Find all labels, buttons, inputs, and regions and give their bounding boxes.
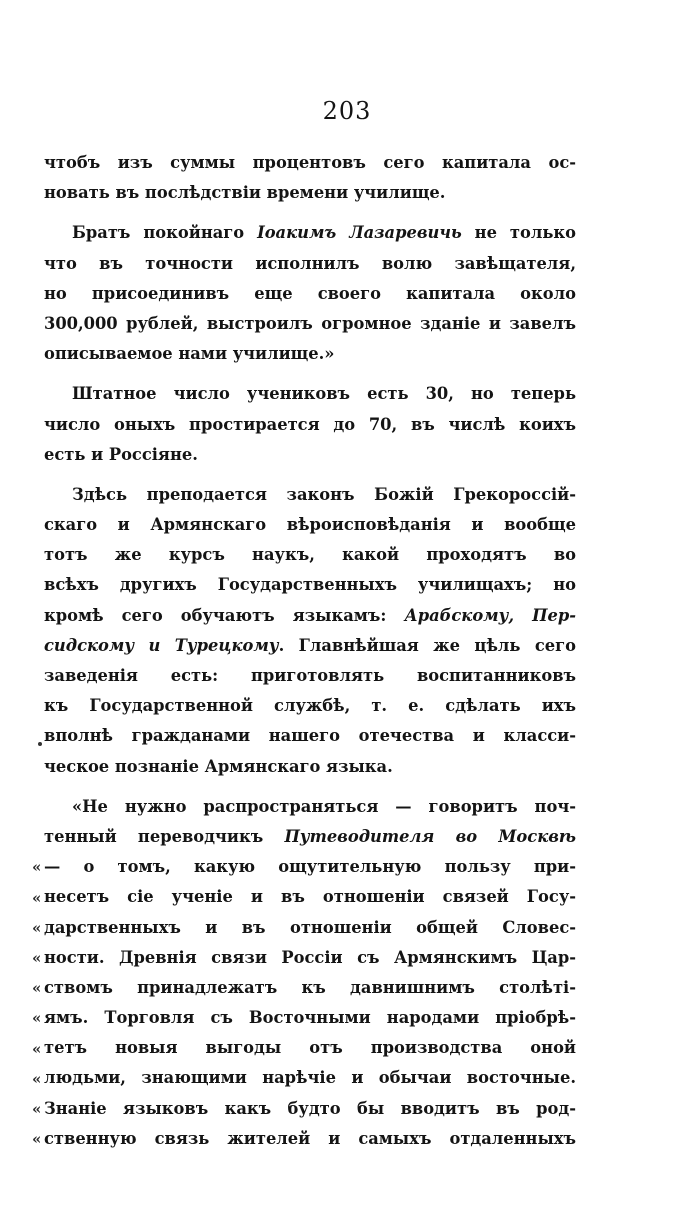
paragraph-p1 — [44, 148, 576, 208]
paragraph-gap — [44, 369, 576, 379]
text-line — [44, 1063, 576, 1093]
text-line — [44, 792, 576, 822]
text-segment: ственную связь жителей и самыхъ отдаленныхъ — [44, 1128, 576, 1148]
text-segment: тетъ новыя выгоды отъ производства оной — [44, 1038, 576, 1058]
text-segment: новать въ послѣдствіи времени училище. — [44, 183, 446, 203]
text-line — [44, 249, 576, 279]
text-line — [44, 1033, 576, 1063]
text-segment: Братъ покойнаго — [72, 223, 258, 243]
text-segment: — о томъ, какую ощутительную пользу при- — [44, 857, 576, 877]
text-line — [44, 510, 576, 540]
text-segment: чтобъ изъ суммы процентовъ сего капитала ос- — [44, 153, 576, 172]
text-line — [44, 1094, 576, 1124]
text-segment: къ Государственной службѣ, т. е. сдѣлать ихъ — [44, 696, 576, 716]
text-segment: Знаніе языковъ какъ будто бы вводитъ въ род- — [44, 1098, 576, 1118]
text-segment: описываемое нами училище.» — [44, 344, 335, 364]
page-number: 203 — [322, 97, 372, 125]
margin-quote-mark: « — [32, 949, 42, 967]
margin-quote-mark: « — [32, 1100, 42, 1118]
text-segment: ямъ. Торговля съ Восточными народами пріобрѣ- — [44, 1008, 576, 1028]
margin-quote-mark: « — [32, 979, 42, 998]
text-line — [44, 309, 576, 339]
text-line — [44, 379, 576, 409]
text-segment: людьми, знающими нарѣчіе и обычаи восточные. — [44, 1068, 576, 1088]
text-line — [44, 480, 576, 510]
paragraph-p4 — [44, 480, 576, 782]
text-segment: Арабскому, Пер- — [404, 605, 576, 625]
margin-quote-mark: « — [32, 888, 42, 907]
margin-quote-mark: « — [32, 918, 42, 937]
text-line — [44, 631, 576, 661]
text-segment: вполнѣ гражданами нашего отечества и класси- — [44, 726, 576, 746]
text-segment: есть и Россіяне. — [44, 444, 198, 464]
text-line — [44, 882, 576, 912]
text-segment: кромѣ сего обучаютъ языкамъ: — [44, 605, 405, 625]
text-segment: дарственныхъ и въ отношеніи общей Словес- — [44, 917, 576, 937]
text-segment: всѣхъ другихъ Государственныхъ училищахъ; но — [44, 575, 576, 595]
print-speck — [38, 742, 42, 746]
text-segment: ности. Древнія связи Россіи съ Армянскимъ Цар- — [44, 947, 576, 967]
text-line — [44, 570, 576, 600]
text-line — [44, 721, 576, 751]
margin-quote-mark: « — [32, 1039, 42, 1058]
text-line — [44, 1003, 576, 1033]
text-segment: несетъ сіе ученіе и въ отношеніи связей Госу- — [44, 887, 576, 907]
text-segment: не только — [461, 223, 576, 243]
text-segment: но присоединивъ еще своего капитала около — [44, 283, 576, 303]
text-line — [44, 1124, 576, 1154]
text-segment: тенный переводчикъ — [44, 826, 285, 846]
text-line — [44, 913, 576, 943]
paragraph-gap — [44, 470, 576, 480]
text-segment: «Не нужно распространяться — говоритъ поч- — [72, 796, 576, 816]
paragraph-p5 — [44, 792, 576, 1154]
text-segment: Здѣсь преподается законъ Божій Грекороссій- — [72, 484, 576, 504]
text-segment: Штатное число учениковъ есть 30, но теперь — [72, 384, 576, 404]
text-line — [44, 943, 576, 973]
text-segment: тотъ же курсъ наукъ, какой проходятъ во — [44, 545, 576, 565]
text-segment: сидскому и Турецкому — [44, 635, 279, 655]
text-line — [44, 279, 576, 309]
text-segment: что въ точности исполнилъ волю завѣщателя, — [44, 253, 576, 273]
text-line — [44, 601, 576, 631]
text-segment: скаго и Армянскаго вѣроисповѣданія и вообще — [44, 515, 576, 535]
text-line — [44, 973, 576, 1003]
text-segment: Іоакимъ Лазаревичь — [257, 223, 462, 243]
paragraph-p2 — [44, 218, 576, 369]
margin-quote-mark: « — [32, 1130, 42, 1149]
text-line — [44, 148, 576, 178]
paragraph-p3 — [44, 379, 576, 470]
text-line — [44, 410, 576, 440]
text-line — [44, 218, 576, 248]
text-segment: 300,000 рублей, выстроилъ огромное зданіе и завелъ — [44, 313, 576, 333]
text-line — [44, 540, 576, 570]
paragraph-gap — [44, 782, 576, 792]
text-line — [44, 178, 576, 208]
text-line — [44, 339, 576, 369]
body-text — [44, 148, 576, 1154]
text-segment: ческое познаніе Армянскаго языка. — [44, 756, 393, 776]
margin-quote-mark: « — [32, 1009, 42, 1028]
text-line — [44, 752, 576, 782]
paragraph-gap — [44, 208, 576, 218]
text-segment: заведенія есть: приготовлять воспитанниковъ — [44, 666, 576, 685]
margin-quote-mark: « — [32, 858, 42, 877]
text-line — [44, 691, 576, 721]
margin-quote-mark: « — [32, 1069, 42, 1088]
text-line — [44, 440, 576, 470]
text-segment: число оныхъ простирается до 70, въ числѣ коихъ — [44, 414, 576, 434]
text-segment: ствомъ принадлежатъ къ давнишнимъ столѣті- — [44, 977, 576, 997]
text-segment: . Главнѣйшая же цѣль сего — [278, 635, 576, 655]
text-line — [44, 661, 576, 691]
text-segment: Путеводителя во Москвѣ — [284, 826, 576, 846]
text-line — [44, 822, 576, 852]
text-line — [44, 852, 576, 882]
